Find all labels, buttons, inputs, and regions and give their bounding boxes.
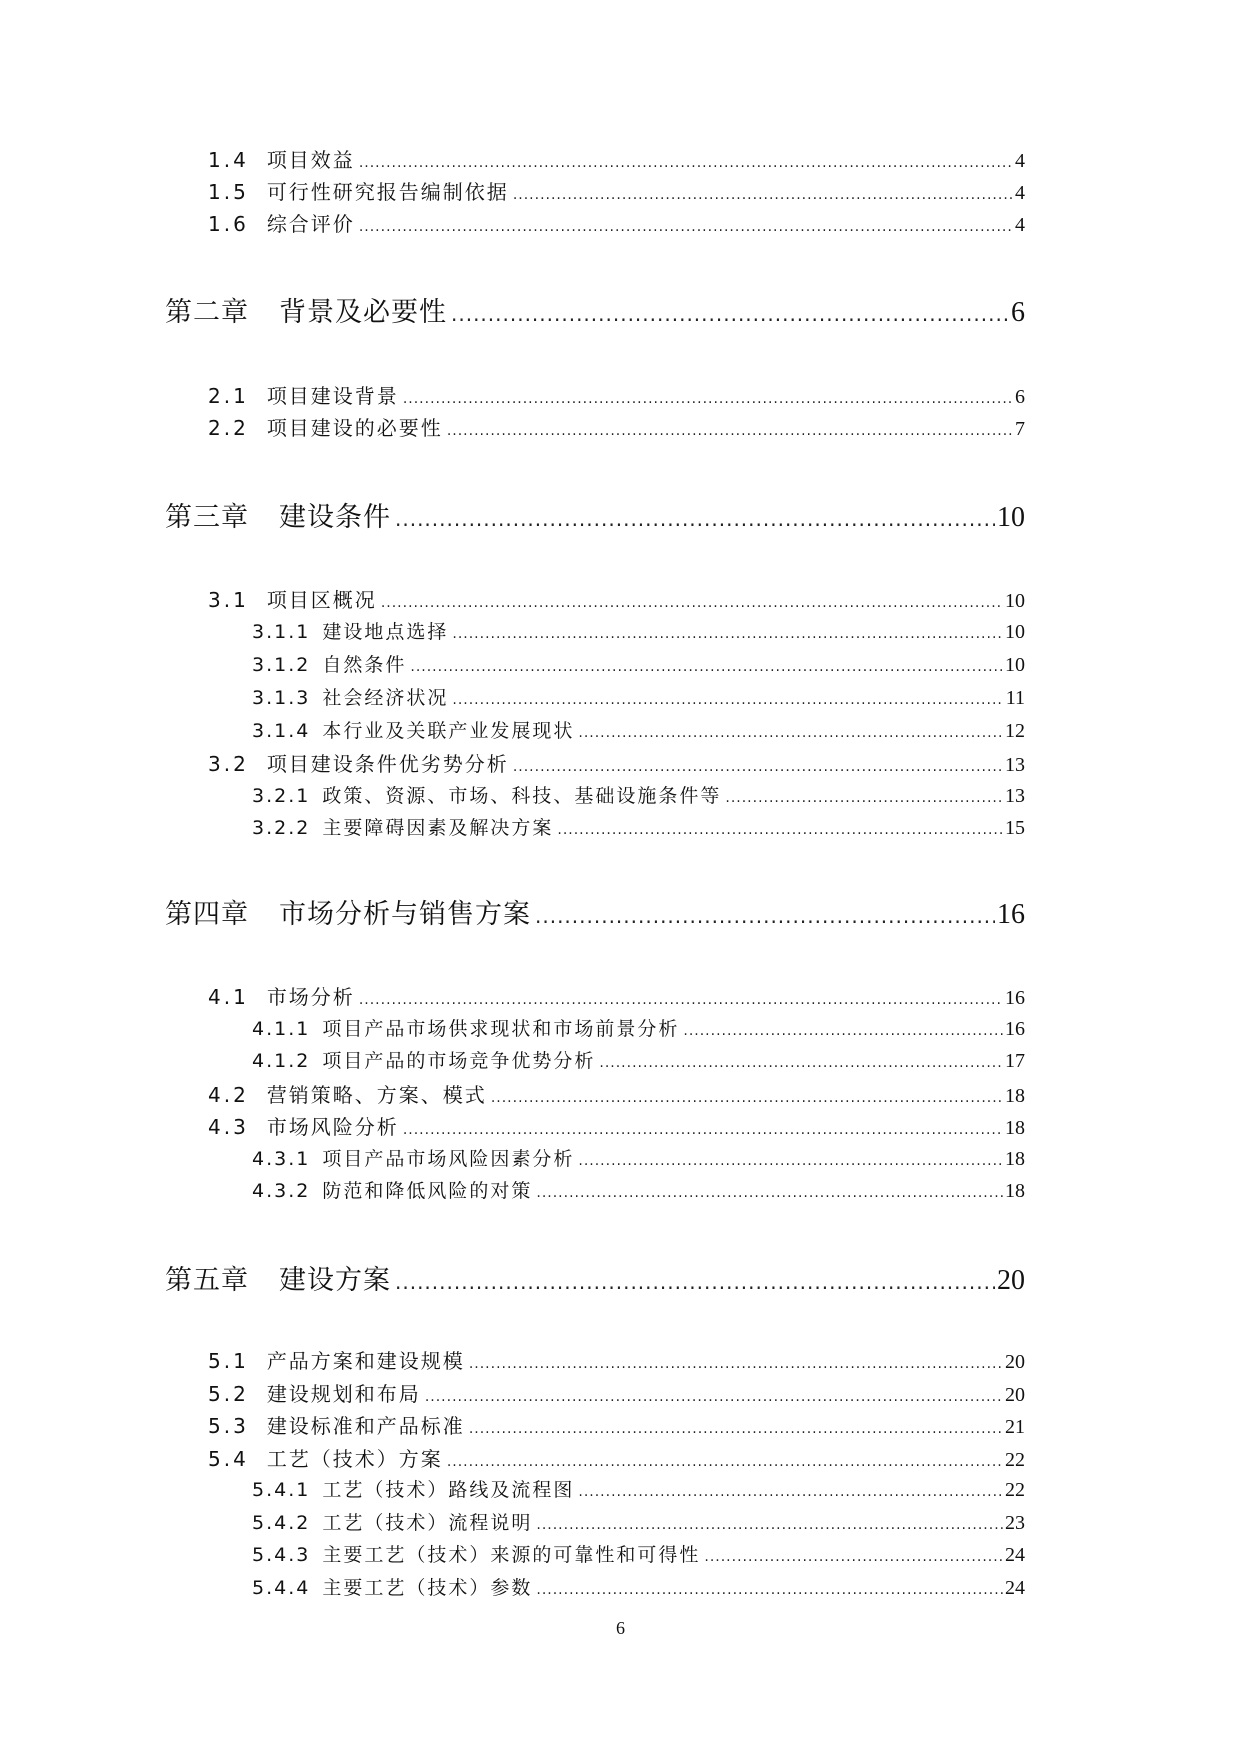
toc-page-number: 16 — [997, 899, 1025, 930]
toc-title: 自然条件 — [322, 654, 407, 676]
toc-number: 4.2 — [208, 1083, 249, 1107]
toc-entry-3-2-2[interactable] — [252, 813, 1025, 843]
toc-page-number: 18 — [1005, 1085, 1025, 1107]
toc-title: 建设规划和布局 — [266, 1382, 421, 1406]
toc-leader-dots — [704, 1544, 1003, 1566]
toc-title: 工艺（技术）方案 — [266, 1447, 443, 1471]
toc-entry-5-3[interactable] — [208, 1410, 1025, 1440]
toc-entry-5-4-4[interactable] — [252, 1573, 1025, 1603]
toc-leader-dots — [395, 502, 995, 533]
toc-page-number: 20 — [997, 1265, 1025, 1296]
toc-title: 项目建设条件优劣势分析 — [266, 752, 509, 776]
toc-title: 项目产品市场供求现状和市场前景分析 — [322, 1018, 680, 1040]
toc-chapter-number: 第三章 — [165, 502, 249, 533]
toc-number: 5.4 — [208, 1447, 249, 1471]
toc-leader-dots — [381, 588, 1003, 612]
toc-title: 市场风险分析 — [266, 1115, 399, 1139]
toc-page-number: 20 — [1005, 1351, 1025, 1373]
toc-title: 主要工艺（技术）来源的可靠性和可得性 — [322, 1544, 701, 1566]
toc-title: 项目产品市场风险因素分析 — [322, 1148, 575, 1170]
toc-page-number: 6 — [1011, 297, 1025, 328]
toc-leader-dots — [452, 687, 1003, 709]
toc-number: 1.4 — [208, 148, 249, 172]
toc-leader-dots — [469, 1414, 1003, 1438]
toc-leader-dots — [557, 817, 1003, 839]
toc-entry-5-4-1[interactable] — [252, 1475, 1025, 1505]
toc-title: 工艺（技术）路线及流程图 — [322, 1479, 575, 1501]
toc-number: 3.2.2 — [252, 817, 311, 839]
toc-entry-3-1-3[interactable] — [252, 683, 1025, 713]
toc-number: 1.5 — [208, 180, 249, 204]
toc-entry-4-3-1[interactable] — [252, 1144, 1025, 1174]
toc-leader-dots — [469, 1349, 1003, 1373]
toc-number: 5.2 — [208, 1382, 249, 1406]
toc-number: 5.4.1 — [252, 1479, 311, 1501]
toc-leader-dots — [447, 416, 1013, 440]
toc-entry-5-4[interactable] — [208, 1443, 1025, 1473]
toc-leader-dots — [599, 1050, 1003, 1072]
toc-leader-dots — [410, 654, 1003, 676]
toc-page-number: 7 — [1015, 418, 1025, 440]
toc-title: 项目建设背景 — [266, 384, 399, 408]
toc-number: 5.3 — [208, 1414, 249, 1438]
toc-page-number: 22 — [1005, 1479, 1025, 1501]
toc-title: 政策、资源、市场、科技、基础设施条件等 — [322, 785, 722, 807]
toc-page-number: 22 — [1005, 1449, 1025, 1471]
toc-number: 2.2 — [208, 416, 249, 440]
toc-leader-dots — [536, 1512, 1003, 1534]
toc-title: 综合评价 — [266, 212, 355, 236]
toc-leader-dots — [452, 621, 1003, 643]
toc-page-number: 21 — [1005, 1416, 1025, 1438]
toc-chapter-title: 建设方案 — [279, 1265, 391, 1296]
toc-number: 5.4.4 — [252, 1577, 311, 1599]
toc-page-number: 24 — [1005, 1577, 1025, 1599]
toc-number: 4.1 — [208, 985, 249, 1009]
toc-leader-dots — [683, 1018, 1003, 1040]
toc-entry-5-4-2[interactable] — [252, 1508, 1025, 1538]
toc-page-number: 16 — [1005, 1018, 1025, 1040]
toc-leader-dots — [403, 384, 1013, 408]
toc-leader-dots — [725, 785, 1003, 807]
toc-number: 5.4.2 — [252, 1512, 311, 1534]
toc-title: 本行业及关联产业发展现状 — [322, 720, 575, 742]
toc-chapter-3[interactable] — [165, 495, 1025, 535]
toc-number: 3.2.1 — [252, 785, 311, 807]
toc-number: 5.4.3 — [252, 1544, 311, 1566]
toc-entry-4-3-2[interactable] — [252, 1176, 1025, 1206]
toc-title: 建设标准和产品标准 — [266, 1414, 465, 1438]
toc-title: 项目产品的市场竞争优势分析 — [322, 1050, 596, 1072]
toc-number: 3.1.2 — [252, 654, 311, 676]
toc-page-number: 12 — [1005, 720, 1025, 742]
toc-entry-1-4[interactable] — [208, 144, 1025, 174]
toc-entry-2-1[interactable] — [208, 380, 1025, 410]
toc-title: 项目区概况 — [266, 588, 377, 612]
toc-number: 2.1 — [208, 384, 249, 408]
toc-chapter-5[interactable] — [165, 1258, 1025, 1298]
toc-title: 项目建设的必要性 — [266, 416, 443, 440]
toc-page-number: 24 — [1005, 1544, 1025, 1566]
toc-leader-dots — [536, 1577, 1003, 1599]
toc-number: 4.3.2 — [252, 1180, 311, 1202]
toc-entry-4-1-2[interactable] — [252, 1046, 1025, 1076]
toc-entry-4-1-1[interactable] — [252, 1014, 1025, 1044]
toc-page-number: 10 — [1005, 654, 1025, 676]
toc-leader-dots — [513, 752, 1003, 776]
toc-number: 5.1 — [208, 1349, 249, 1373]
toc-page-number: 18 — [1005, 1180, 1025, 1202]
toc-leader-dots — [513, 180, 1013, 204]
toc-chapter-number: 第二章 — [165, 297, 249, 328]
toc-leader-dots — [578, 1148, 1003, 1170]
toc-entry-3-1[interactable] — [208, 584, 1025, 614]
toc-title: 社会经济状况 — [322, 687, 449, 709]
toc-chapter-4[interactable] — [165, 892, 1025, 932]
toc-page-number: 10 — [1005, 621, 1025, 643]
toc-title: 防范和降低风险的对策 — [322, 1180, 533, 1202]
toc-page-number: 13 — [1005, 785, 1025, 807]
toc-title: 工艺（技术）流程说明 — [322, 1512, 533, 1534]
toc-entry-3-2[interactable] — [208, 748, 1025, 778]
toc-chapter-title: 市场分析与销售方案 — [279, 899, 531, 930]
toc-entry-1-5[interactable] — [208, 176, 1025, 206]
toc-page-number: 23 — [1005, 1512, 1025, 1534]
toc-chapter-number: 第五章 — [165, 1265, 249, 1296]
toc-number: 3.1.1 — [252, 621, 311, 643]
toc-title: 市场分析 — [266, 985, 355, 1009]
toc-entry-5-1[interactable] — [208, 1345, 1025, 1375]
toc-entry-1-6[interactable] — [208, 208, 1025, 238]
toc-number: 3.1.3 — [252, 687, 311, 709]
toc-page-number: 10 — [1005, 590, 1025, 612]
toc-page-number: 18 — [1005, 1148, 1025, 1170]
toc-entry-2-2[interactable] — [208, 412, 1025, 442]
toc-page-number: 17 — [1005, 1050, 1025, 1072]
toc-page-number: 15 — [1005, 817, 1025, 839]
toc-page-number: 11 — [1005, 687, 1025, 709]
toc-leader-dots — [491, 1083, 1003, 1107]
toc-entry-5-4-3[interactable] — [252, 1540, 1025, 1570]
toc-leader-dots — [359, 985, 1003, 1009]
toc-page-number: 4 — [1015, 214, 1025, 236]
toc-number: 4.3.1 — [252, 1148, 311, 1170]
toc-leader-dots — [536, 1180, 1003, 1202]
toc-number: 4.1.2 — [252, 1050, 311, 1072]
toc-page-number: 4 — [1015, 182, 1025, 204]
toc-entry-4-1[interactable] — [208, 981, 1025, 1011]
toc-leader-dots — [425, 1382, 1003, 1406]
toc-entry-4-3[interactable] — [208, 1111, 1025, 1141]
toc-entry-3-1-4[interactable] — [252, 716, 1025, 746]
toc-entry-3-1-2[interactable] — [252, 650, 1025, 680]
toc-chapter-title: 建设条件 — [279, 502, 391, 533]
toc-number: 4.3 — [208, 1115, 249, 1139]
toc-entry-4-2[interactable] — [208, 1079, 1025, 1109]
toc-page-number: 13 — [1005, 754, 1025, 776]
toc-title: 项目效益 — [266, 148, 355, 172]
toc-page-number: 10 — [997, 502, 1025, 533]
toc-chapter-title: 背景及必要性 — [279, 297, 447, 328]
toc-page-number: 18 — [1005, 1117, 1025, 1139]
toc-number: 1.6 — [208, 212, 249, 236]
toc-title: 主要障碍因素及解决方案 — [322, 817, 554, 839]
toc-number: 4.1.1 — [252, 1018, 311, 1040]
toc-entry-3-2-1[interactable] — [252, 781, 1025, 811]
toc-entry-3-1-1[interactable] — [252, 617, 1025, 647]
toc-leader-dots — [359, 212, 1013, 236]
toc-leader-dots — [359, 148, 1013, 172]
toc-entry-5-2[interactable] — [208, 1378, 1025, 1408]
toc-number: 3.1 — [208, 588, 249, 612]
toc-page-number: 20 — [1005, 1384, 1025, 1406]
toc-page-number: 6 — [1015, 386, 1025, 408]
toc-leader-dots — [403, 1115, 1003, 1139]
toc-number: 3.2 — [208, 752, 249, 776]
toc-chapter-2[interactable] — [165, 290, 1025, 330]
toc-leader-dots — [451, 297, 1009, 328]
toc-chapter-number: 第四章 — [165, 899, 249, 930]
toc-leader-dots — [395, 1265, 995, 1296]
toc-title: 可行性研究报告编制依据 — [266, 180, 509, 204]
toc-title: 主要工艺（技术）参数 — [322, 1577, 533, 1599]
toc-title: 建设地点选择 — [322, 621, 449, 643]
toc-page-number: 16 — [1005, 987, 1025, 1009]
toc-leader-dots — [447, 1447, 1003, 1471]
page-footer-number: 6 — [616, 1618, 625, 1638]
toc-page-number: 4 — [1015, 150, 1025, 172]
toc-leader-dots — [535, 899, 995, 930]
toc-leader-dots — [578, 720, 1003, 742]
toc-number: 3.1.4 — [252, 720, 311, 742]
toc-leader-dots — [578, 1479, 1003, 1501]
toc-title: 营销策略、方案、模式 — [266, 1083, 487, 1107]
toc-title: 产品方案和建设规模 — [266, 1349, 465, 1373]
